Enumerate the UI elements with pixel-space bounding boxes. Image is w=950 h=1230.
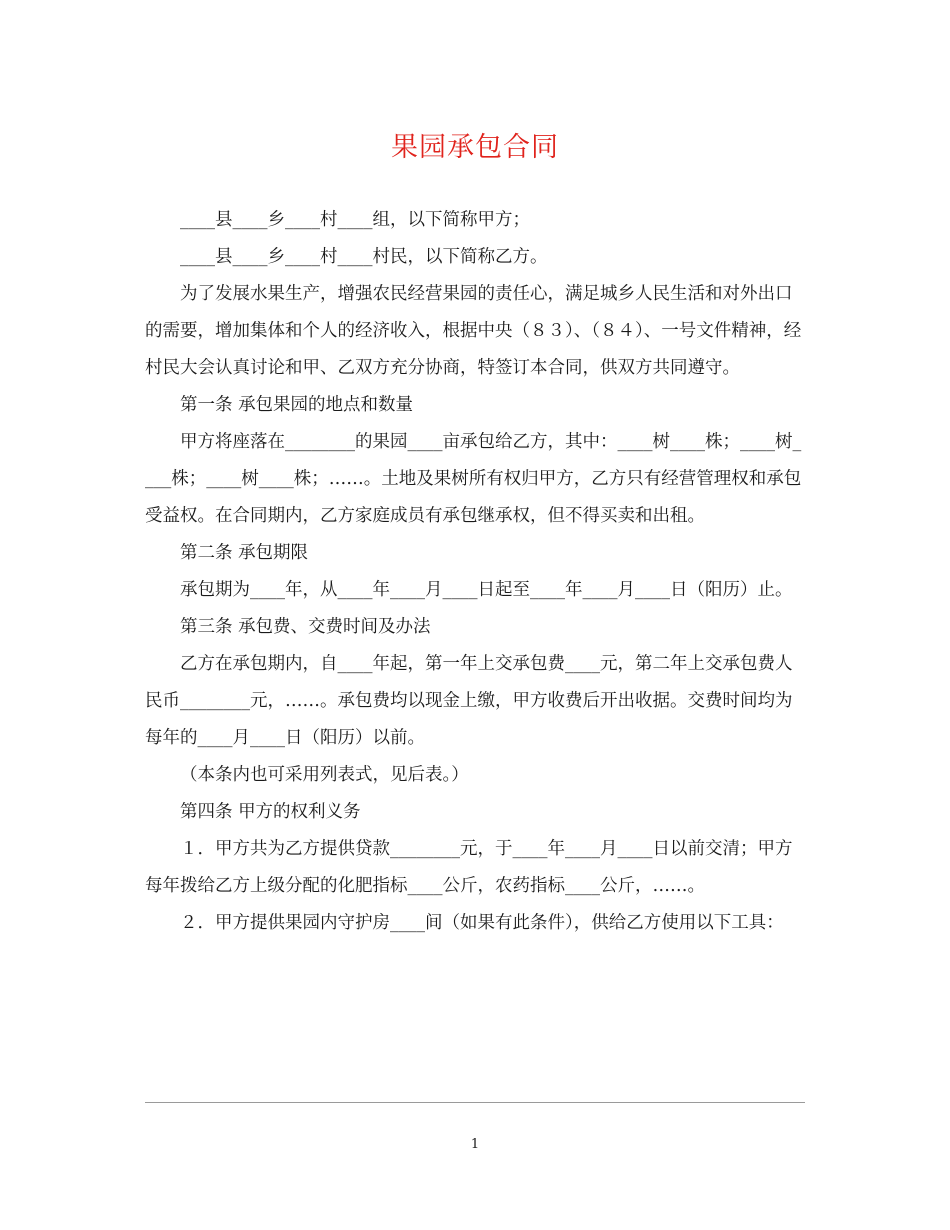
paragraph-preamble: 为了发展水果生产，增强农民经营果园的责任心，满足城乡人民生活和对外出口的需要，增加集体和个人的经济收入，根据中央（８３）、（８４）、一号文件精神，经村民大会认真讨论和甲、乙双方充分协商，特签订本合同，供双方共同遵守。 xyxy=(145,284,802,378)
page-number: 1 xyxy=(470,1137,480,1152)
footer-divider xyxy=(145,1102,805,1103)
paragraph-party-a: ____县____乡____村____组，以下简称甲方； xyxy=(180,210,530,230)
article-1-body: 甲方将座落在________的果园____亩承包给乙方，其中：____树____株；____树____株；____树____株；……。土地及果树所有权归甲方，乙方只有经营管理权和承包受益权。在合同期内，乙方家庭成员有承包继承权，但不得买卖和出租。 xyxy=(145,432,802,526)
document-title: 果园承包合同 xyxy=(391,132,559,163)
article-3-heading: 第三条 承包费、交费时间及办法 xyxy=(180,617,431,637)
article-3-note: （本条内也可采用列表式，见后表。） xyxy=(180,765,469,785)
article-2-body: 承包期为____年，从____年____月____日起至____年____月____日（阳历）止。 xyxy=(180,580,793,600)
article-4-heading: 第四条 甲方的权利义务 xyxy=(180,802,361,822)
document-body xyxy=(145,202,805,942)
article-4-item-2: ２．甲方提供果园内守护房____间（如果有此条件），供给乙方使用以下工具： xyxy=(180,913,784,933)
paragraph-party-b: ____县____乡____村____村民，以下简称乙方。 xyxy=(180,247,548,267)
article-1-heading: 第一条 承包果园的地点和数量 xyxy=(180,395,414,415)
article-3-body: 乙方在承包期内，自____年起，第一年上交承包费____元，第二年上交承包费人民币________元，……。承包费均以现金上缴，甲方收费后开出收据。交费时间均为每年的____月____日（阳历）以前。 xyxy=(145,654,793,748)
article-2-heading: 第二条 承包期限 xyxy=(180,543,309,563)
article-4-item-1: １．甲方共为乙方提供贷款________元，于____年____月____日以前交清；甲方每年拨给乙方上级分配的化肥指标____公斤，农药指标____公斤，……。 xyxy=(145,839,793,896)
